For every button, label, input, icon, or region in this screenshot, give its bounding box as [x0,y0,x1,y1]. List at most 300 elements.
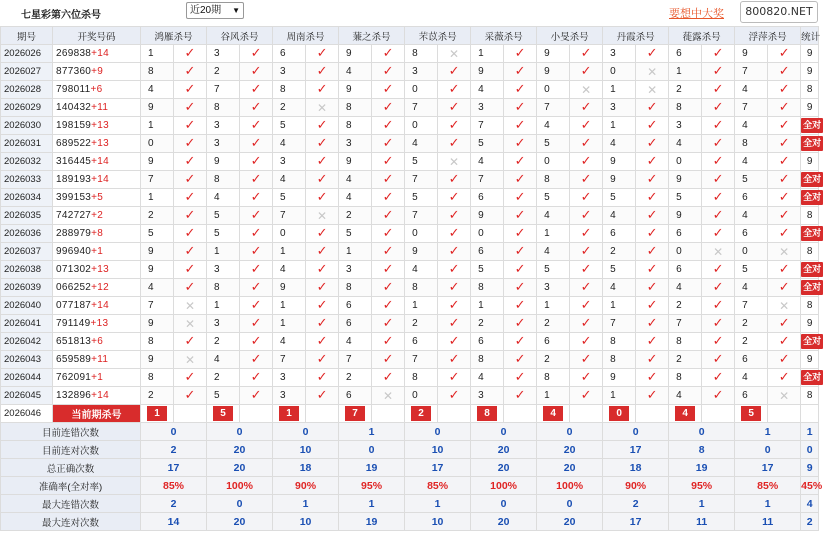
summary-value: 0 [669,423,735,441]
check-icon: ✓ [778,225,790,241]
kill-number: 4 [735,153,768,171]
kill-number: 3 [339,261,372,279]
kill-number: 0 [141,135,174,153]
check-icon: ✓ [448,171,460,187]
result-mark-cell [240,171,273,189]
kill-number: 9 [537,45,570,63]
kill-number: 0 [603,63,636,81]
check-icon: ✓ [712,171,724,187]
kill-number: 3 [669,117,702,135]
kill-number: 4 [735,117,768,135]
check-icon: ✓ [382,171,394,187]
kill-number: 5 [273,117,306,135]
kill-number: 5 [537,261,570,279]
check-icon: ✓ [514,351,526,367]
kill-number: 5 [207,225,240,243]
result-mark-cell [570,63,603,81]
result-mark-cell [768,63,801,81]
check-icon: ✓ [712,369,724,385]
result-mark-cell [306,225,339,243]
draw-digits: 399153 [56,192,92,203]
check-icon: ✓ [184,207,196,223]
result-mark-cell [240,297,273,315]
result-mark-cell [174,315,207,333]
kill-number: 2 [405,315,438,333]
result-mark-cell [174,333,207,351]
kill-number: 8 [141,63,174,81]
check-icon: ✓ [184,333,196,349]
check-icon: ✓ [382,351,394,367]
current-kill-cell [471,405,504,423]
result-mark-cell [570,315,603,333]
check-icon: ✓ [316,117,328,133]
kill-number: 9 [669,207,702,225]
empty-cell [801,405,819,423]
check-icon: ✓ [448,279,460,295]
kill-number: 6 [471,243,504,261]
kill-number: 8 [207,279,240,297]
period-cell: 2026033 [1,171,53,189]
result-mark-cell [636,225,669,243]
summary-value: 18 [603,459,669,477]
kill-number: 2 [669,297,702,315]
draw-number-cell [53,81,141,99]
summary-value: 11 [735,513,801,531]
result-mark-cell [240,279,273,297]
check-icon: ✓ [382,45,394,61]
result-mark-cell [570,243,603,261]
kill-number: 4 [537,117,570,135]
kill-number: 4 [669,387,702,405]
current-kill-number: 0 [609,406,629,421]
draw-number-cell [53,387,141,405]
kill-number: 4 [405,261,438,279]
check-icon: ✓ [646,45,658,61]
kill-number: 4 [339,333,372,351]
result-mark-cell [240,99,273,117]
kill-number: 9 [141,351,174,369]
stat-cell [801,261,822,279]
result-mark-cell [702,369,735,387]
check-icon: ✓ [514,207,526,223]
kill-number: 0 [669,243,702,261]
kill-number: 6 [339,387,372,405]
kill-number: 8 [339,99,372,117]
kill-number: 0 [405,225,438,243]
summary-value: 10 [273,513,339,531]
table-row [1,117,819,135]
kill-number: 1 [603,387,636,405]
kill-number: 2 [471,315,504,333]
table-row [1,297,819,315]
kill-number: 3 [603,99,636,117]
result-mark-cell [438,171,471,189]
kill-number: 2 [735,333,768,351]
stat-cell [801,171,822,189]
result-mark-cell [636,369,669,387]
result-mark-cell [174,135,207,153]
result-mark-cell [702,81,735,99]
result-mark-cell [438,63,471,81]
draw-sum: +5 [91,192,104,203]
stat-value: 8 [806,84,813,95]
page-title: 七星彩第六位杀号 [21,10,101,21]
summary-value: 1 [735,423,801,441]
period-cell: 2026046 [1,405,53,423]
summary-label: 目前连对次数 [1,441,141,459]
cross-icon: ✕ [383,388,394,403]
cross-icon: ✕ [779,244,790,259]
kill-number: 8 [471,279,504,297]
check-icon: ✓ [712,297,724,313]
empty-cell [174,405,207,423]
summary-value: 17 [603,513,669,531]
kill-number: 3 [471,387,504,405]
check-icon: ✓ [580,297,592,313]
result-mark-cell [438,99,471,117]
summary-total: 1 [801,423,819,441]
kill-number: 1 [537,297,570,315]
check-icon: ✓ [250,279,262,295]
draw-number-cell [53,243,141,261]
result-mark-cell [504,207,537,225]
kill-number: 6 [405,333,438,351]
summary-label: 最大连错次数 [1,495,141,513]
result-mark-cell [306,297,339,315]
kill-number: 4 [603,207,636,225]
kill-number: 8 [339,279,372,297]
draw-sum: +14 [91,156,110,167]
result-mark-cell [636,189,669,207]
result-mark-cell [504,333,537,351]
check-icon: ✓ [646,189,658,205]
summary-value: 18 [273,459,339,477]
check-icon: ✓ [580,135,592,151]
result-mark-cell [240,333,273,351]
check-icon: ✓ [712,315,724,331]
stat-cell [801,135,822,153]
kill-number: 8 [735,135,768,153]
table-row [1,45,819,63]
current-kill-number: 4 [543,406,563,421]
summary-value: 17 [603,441,669,459]
kill-number: 6 [273,45,306,63]
kill-number: 2 [669,81,702,99]
result-mark-cell [636,351,669,369]
check-icon: ✓ [250,99,262,115]
check-icon: ✓ [184,369,196,385]
summary-value: 1 [273,495,339,513]
draw-digits: 877360 [56,66,92,77]
check-icon: ✓ [514,243,526,259]
draw-sum: +13 [91,138,110,149]
result-mark-cell [702,315,735,333]
current-kill-cell [273,405,306,423]
result-mark-cell [438,207,471,225]
check-icon: ✓ [184,387,196,403]
kill-number: 4 [141,279,174,297]
check-icon: ✓ [778,171,790,187]
check-icon: ✓ [514,117,526,133]
kill-number: 2 [273,99,306,117]
result-mark-cell [504,135,537,153]
result-mark-cell [240,135,273,153]
check-icon: ✓ [184,261,196,277]
kill-number: 8 [405,369,438,387]
draw-sum: +1 [91,372,104,383]
result-mark-cell [702,333,735,351]
result-mark-cell [174,207,207,225]
result-mark-cell [174,279,207,297]
check-icon: ✓ [514,333,526,349]
period-cell: 2026042 [1,333,53,351]
kill-number: 1 [537,225,570,243]
check-icon: ✓ [580,315,592,331]
result-mark-cell [306,99,339,117]
kill-number: 8 [273,81,306,99]
result-mark-cell [702,189,735,207]
kill-number: 9 [207,153,240,171]
result-mark-cell [768,81,801,99]
kill-number: 8 [537,369,570,387]
kill-number: 7 [735,297,768,315]
check-icon: ✓ [580,279,592,295]
result-mark-cell [240,225,273,243]
kill-number: 9 [603,153,636,171]
table-row [1,243,819,261]
result-mark-cell [306,207,339,225]
kill-number: 3 [207,261,240,279]
result-mark-cell [240,153,273,171]
kill-number: 3 [405,63,438,81]
summary-total: 45% [801,477,819,495]
check-icon: ✓ [316,279,328,295]
summary-value: 1 [339,423,405,441]
period-cell: 2026026 [1,45,53,63]
result-mark-cell [240,351,273,369]
summary-value: 10 [405,513,471,531]
check-icon: ✓ [778,333,790,349]
summary-value: 2 [141,441,207,459]
result-mark-cell [438,153,471,171]
period-range-select[interactable] [186,2,244,19]
check-icon: ✓ [646,225,658,241]
draw-sum: +11 [91,102,109,113]
kill-number: 6 [735,225,768,243]
kill-number: 7 [273,351,306,369]
check-icon: ✓ [580,99,592,115]
draw-number-cell [53,135,141,153]
current-kill-cell [339,405,372,423]
check-icon: ✓ [382,261,394,277]
kill-number: 6 [603,225,636,243]
kill-number: 3 [273,369,306,387]
kill-number: 3 [537,279,570,297]
result-mark-cell [570,207,603,225]
check-icon: ✓ [778,207,790,223]
check-icon: ✓ [184,189,196,205]
kill-number: 9 [273,279,306,297]
kill-number: 7 [537,99,570,117]
summary-value: 1 [405,495,471,513]
col-draw: 开奖号码 [53,27,141,45]
result-mark-cell [768,387,801,405]
draw-number-cell [53,45,141,63]
full-correct-badge: 全对 [801,262,823,277]
period-cell: 2026044 [1,369,53,387]
result-mark-cell [438,369,471,387]
kill-number: 9 [405,243,438,261]
kill-number: 4 [735,279,768,297]
kill-number: 3 [471,99,504,117]
full-correct-badge: 全对 [801,190,823,205]
summary-value: 19 [669,459,735,477]
result-mark-cell [372,45,405,63]
kill-number: 1 [603,81,636,99]
result-mark-cell [570,351,603,369]
stat-value: 9 [806,156,813,167]
result-mark-cell [702,351,735,369]
check-icon: ✓ [580,369,592,385]
kill-number: 1 [207,297,240,315]
result-mark-cell [768,189,801,207]
check-icon: ✓ [580,387,592,403]
result-mark-cell [636,153,669,171]
result-mark-cell [372,225,405,243]
result-mark-cell [768,207,801,225]
result-mark-cell [174,63,207,81]
kill-number: 7 [339,351,372,369]
kill-number: 3 [207,135,240,153]
check-icon: ✓ [316,135,328,151]
summary-total: 2 [801,513,819,531]
table-row [1,207,819,225]
check-icon: ✓ [184,243,196,259]
period-cell: 2026027 [1,63,53,81]
kill-number: 2 [207,333,240,351]
result-mark-cell [306,45,339,63]
col-expert: 蒹之杀号 [339,27,405,45]
result-mark-cell [306,333,339,351]
kill-number: 7 [405,99,438,117]
check-icon: ✓ [712,225,724,241]
result-mark-cell [372,63,405,81]
result-mark-cell [438,315,471,333]
draw-sum: +6 [90,84,103,95]
summary-value: 20 [471,459,537,477]
kill-number: 4 [669,279,702,297]
check-icon: ✓ [646,333,658,349]
summary-row [1,441,819,459]
check-icon: ✓ [382,153,394,169]
kill-number: 0 [273,225,306,243]
promo-link[interactable]: 要想中大奖 [669,8,724,20]
result-mark-cell [570,45,603,63]
result-mark-cell [306,315,339,333]
result-mark-cell [240,369,273,387]
draw-digits: 689522 [56,138,92,149]
check-icon: ✓ [646,99,658,115]
kill-number: 8 [141,333,174,351]
summary-value: 1 [735,495,801,513]
full-correct-badge: 全对 [801,334,823,349]
summary-value: 11 [669,513,735,531]
result-mark-cell [636,171,669,189]
empty-cell [636,405,669,423]
result-mark-cell [372,207,405,225]
cross-icon: ✕ [317,100,328,115]
check-icon: ✓ [250,153,262,169]
kill-number: 6 [471,333,504,351]
check-icon: ✓ [646,351,658,367]
check-icon: ✓ [580,225,592,241]
current-kill-cell [669,405,702,423]
summary-row [1,495,819,513]
summary-value: 0 [471,423,537,441]
kill-number: 2 [537,315,570,333]
draw-sum: +12 [91,282,110,293]
col-expert: 周南杀号 [273,27,339,45]
check-icon: ✓ [712,153,724,169]
result-mark-cell [636,81,669,99]
cross-icon: ✕ [317,208,328,223]
check-icon: ✓ [580,243,592,259]
kill-number: 3 [273,153,306,171]
draw-digits: 071302 [56,264,92,275]
kill-number: 2 [207,63,240,81]
check-icon: ✓ [514,387,526,403]
result-mark-cell [768,135,801,153]
draw-digits: 651813 [56,336,92,347]
result-mark-cell [702,261,735,279]
result-mark-cell [306,153,339,171]
check-icon: ✓ [580,333,592,349]
result-mark-cell [240,45,273,63]
draw-number-cell [53,99,141,117]
kill-number: 5 [735,171,768,189]
check-icon: ✓ [580,45,592,61]
check-icon: ✓ [448,207,460,223]
result-mark-cell [174,225,207,243]
empty-cell [768,405,801,423]
result-mark-cell [504,261,537,279]
table-row [1,315,819,333]
stat-value: 8 [806,300,813,311]
kill-number: 7 [405,171,438,189]
kill-number: 9 [339,81,372,99]
kill-number: 9 [141,99,174,117]
result-mark-cell [438,135,471,153]
kill-number: 4 [273,171,306,189]
kill-number: 1 [405,297,438,315]
result-mark-cell [306,261,339,279]
result-mark-cell [306,63,339,81]
check-icon: ✓ [316,171,328,187]
check-icon: ✓ [646,387,658,403]
stat-cell [801,207,819,225]
check-icon: ✓ [712,81,724,97]
cross-icon: ✕ [647,64,658,79]
kill-number: 1 [669,63,702,81]
result-mark-cell [636,45,669,63]
draw-number-cell [53,297,141,315]
result-mark-cell [702,207,735,225]
check-icon: ✓ [778,117,790,133]
stat-cell [801,279,822,297]
kill-number: 4 [273,261,306,279]
result-mark-cell [240,243,273,261]
kill-number: 0 [537,153,570,171]
